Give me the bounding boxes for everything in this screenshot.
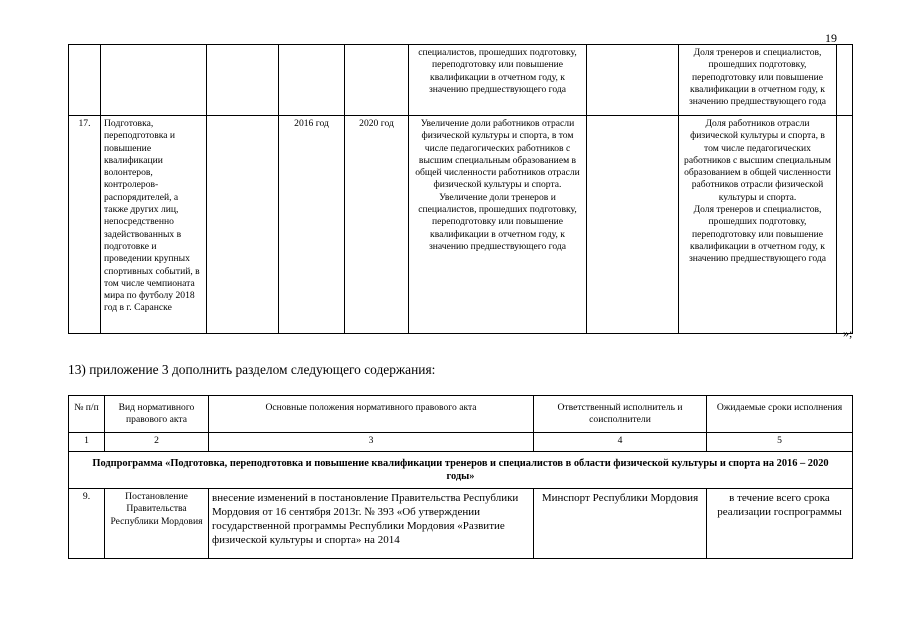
col-header-act-type: Вид нормативного правового акта [105, 396, 209, 433]
subprogram-title: Подпрограмма «Подготовка, переподготовка и повышение квалификации тренеров и специалистов в области физической культуры и спорта на 2016 – 2020 годы» [69, 452, 853, 489]
deadline-cell: в течение всего срока реализации госпрограммы [707, 489, 853, 559]
executor-cell: Минспорт Республики Мордовия [534, 489, 707, 559]
col-number: 4 [534, 433, 707, 452]
col-header-executor: Ответственный исполнитель и соисполнители [534, 396, 707, 433]
table-row-continuation [69, 45, 853, 116]
expected-result-cell: специалистов, прошедших подготовку, переподготовку или повышение квалификации в отчетном году, к значению предшествующего года [409, 45, 587, 116]
table-row-9 [69, 489, 853, 559]
column-numbers-row [69, 433, 853, 452]
measure-name-cell: Подготовка, переподготовка и повышение квалификации волонтеров, контролеров-распорядителей, а также других лиц, непосредственно задействованных в подготовке и проведении крупных спортивных событий, в том числе чемпионата мира по футболу 2018 год в г. Саранске [101, 116, 207, 334]
row-number: 17. [69, 116, 101, 334]
row-number: 9. [69, 489, 105, 559]
col-header-provisions: Основные положения нормативного правового акта [209, 396, 534, 433]
act-type-cell: Постановление Правительства Республики Мордовия [105, 489, 209, 559]
page-number: 19 [825, 31, 837, 45]
provisions-cell: внесение изменений в постановление Правительства Республики Мордовия от 16 сентября 2013г. № 393 «Об утверждении государственной программы Республики Мордовия «Развитие физической культуры и спорта» на 2014 [209, 489, 534, 559]
col-number: 1 [69, 433, 105, 452]
col-number: 3 [209, 433, 534, 452]
closing-quote-mark: »; [843, 326, 853, 340]
amendment-intro-text: 13) приложение 3 дополнить разделом следующего содержания: [68, 362, 436, 377]
col-header-number: № п/п [69, 396, 105, 433]
legal-acts-table [68, 395, 853, 559]
table-row-17 [69, 116, 853, 334]
subprogram-row [69, 452, 853, 489]
col-number: 5 [707, 433, 853, 452]
indicator-cell: Доля работников отрасли физической культуры и спорта, в том числе педагогических работников с высшим специальным образованием в общей численности работников отрасли физической культуры и спорта. Доля тренеров и специалистов, прошедших подготовку, переподготовку или повышение квалификации в отчетном году, к значению предшествующего года [679, 116, 837, 334]
measures-table [68, 44, 853, 334]
table-header-row [69, 396, 853, 433]
col-header-deadline: Ожидаемые сроки исполнения [707, 396, 853, 433]
start-year-cell: 2016 год [279, 116, 345, 334]
col-number: 2 [105, 433, 209, 452]
indicator-cell: Доля тренеров и специалистов, прошедших подготовку, переподготовку или повышение квалификации в отчетном году, к значению предшествующего года [679, 45, 837, 116]
expected-result-cell: Увеличение доли работников отрасли физической культуры и спорта, в том числе педагогических работников с высшим специальным образованием в общей численности работников отрасли физической культуры и спорта. Увеличение доли тренеров и специалистов, прошедших подготовку, переподготовку или повышение квалификации в отчетном году, к значению предшествующего года [409, 116, 587, 334]
end-year-cell: 2020 год [345, 116, 409, 334]
